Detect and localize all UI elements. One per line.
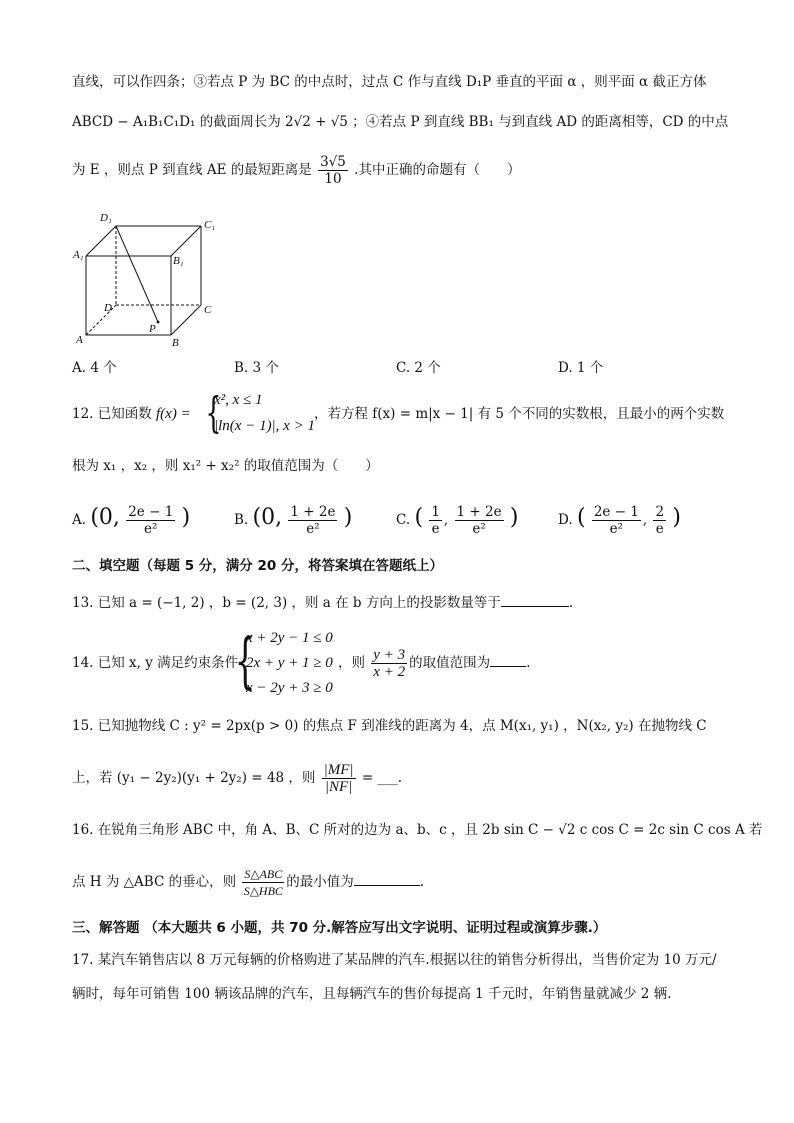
q12-option-d-num-2: 2	[655, 504, 665, 520]
q12-option-a-frac	[126, 504, 175, 537]
label-a: A	[76, 334, 83, 346]
q12-option-c-den-2: e²	[472, 521, 486, 537]
q16-line-2-pre: 点 H 为 △ABC 的垂心，则	[72, 874, 237, 890]
q14-fraction-num: y + 3	[373, 647, 406, 663]
q11-fraction-den: 10	[324, 171, 342, 187]
q16-line-2: 点 H 为 △ABC 的垂心，则 $\frac{\text{S△ABC}}{\text{S△HBC}}$ 的最小值为 .	[72, 867, 425, 898]
q11-option-d: D. 1 个	[558, 360, 604, 376]
q11-line-3-post: .其中正确的命题有（ ）	[354, 162, 521, 178]
q12-option-b-right: )	[343, 505, 353, 530]
q13-answer-blank	[501, 592, 569, 607]
q12-option-d-right: )	[672, 505, 681, 530]
q13: 13. 已知 a = (−1, 2) ，b = (2, 3) ，则 a 在 b 方向上的投影数量等于 .	[72, 592, 724, 613]
q17-line-2: 辆时，每年可销售 100 辆该品牌的汽车，且每辆汽车的售价每提高 1 千元时，年销售量就减少 2 辆.	[72, 986, 672, 1002]
q14-fraction-den: x + 2	[373, 664, 406, 680]
q12-option-b-den: e²	[306, 521, 320, 537]
q12-option-d-frac-2	[653, 504, 666, 537]
q14-brace: {	[234, 626, 256, 696]
q11-line-2: ABCD − A₁B₁C₁D₁ 的截面周长为 2√2 + √5 ；④若点 P 到直线 BB₁ 与到直线 AD 的距离相等，CD 的中点	[72, 114, 729, 130]
q12-option-a-left: (0,	[90, 505, 120, 530]
q12-option-c-num-1: 1	[431, 504, 440, 520]
label-b1: B₁	[173, 255, 184, 267]
q11-line-3-pre: 为 E ，则点 P 到直线 AE 的最短距离是	[72, 162, 312, 178]
q12-option-b	[234, 500, 352, 538]
q15-fraction	[322, 762, 356, 795]
q16-answer-blank	[354, 871, 420, 886]
q14-answer-blank	[490, 652, 526, 667]
q12-option-a-num: 2e − 1	[128, 504, 174, 520]
q15-line-2-post: = ___.	[361, 770, 402, 786]
q12-option-d-den-2: e	[655, 521, 664, 537]
q16-fraction-num: S△ABC	[244, 867, 283, 881]
q14-constraint-1: x + 2y − 1 ≤ 0	[246, 630, 333, 646]
q16-fraction	[242, 866, 284, 899]
label-d1: D₁	[100, 212, 112, 224]
q12-option-c: C. ( $\frac{1}{e}$ , $\frac{1 + 2e}{\text{e²}}$ )	[396, 504, 519, 537]
q12-option-a-label: A.	[72, 512, 87, 528]
q12-option-d-num-1: 2e − 1	[593, 504, 639, 520]
label-d: D	[104, 302, 112, 314]
q12-mid: ，若方程 f(x) = m|x − 1| 有 5 个不同的实数根，且最小的两个实数	[314, 406, 725, 422]
q12-case-2: |ln(x − 1)|, x > 1	[214, 418, 315, 434]
q16-fraction-den: S△HBC	[243, 884, 283, 898]
q11-option-b: B. 3 个	[234, 360, 279, 376]
section-3-heading: 三、解答题 （本大题共 6 小题，共 70 分.解答应写出文字说明、证明过程或演算步骤.）	[72, 920, 607, 936]
label-c: C	[204, 304, 212, 316]
q15-fraction-num: |MF|	[323, 762, 354, 778]
q12-option-b-left: (0,	[252, 505, 283, 530]
q12-option-c-frac-2	[455, 504, 504, 537]
q12-option-a-right: )	[181, 505, 191, 530]
q15-line-1: 15. 已知抛物线 C : y² = 2px(p > 0) 的焦点 F 到准线的距离为 4，点 M(x₁, y₁) ，N(x₂, y₂) 在抛物线 C	[72, 718, 707, 734]
q12-option-b-frac	[288, 504, 337, 537]
q12-line-2: 根为 x₁ ，x₂ ，则 x₁² + x₂² 的取值范围为（ ）	[72, 458, 379, 474]
q14-prefix: 14. 已知 x, y 满足约束条件	[72, 655, 239, 671]
q14-constraint-3: x − 2y + 3 ≥ 0	[246, 680, 333, 696]
label-c1: C₁	[204, 219, 216, 231]
q14-fraction	[371, 647, 407, 680]
q12-option-c-frac-1	[429, 504, 442, 537]
cube-figure	[72, 208, 222, 350]
q14-constraint-2: 2x + y + 1 ≥ 0	[246, 655, 333, 671]
q15-fraction-den: |NF|	[324, 779, 353, 795]
label-b: B	[172, 337, 179, 349]
q12-option-d-frac-1	[592, 504, 641, 537]
q16-line-1: 16. 在锐角三角形 ABC 中，角 A、B、C 所对的边为 a、b、c ，且 2b sin C − √2 c cos C = 2c sin C cos A 若	[72, 822, 763, 838]
q11-fraction-num: 3√5	[320, 154, 346, 170]
section-2-heading: 二、填空题（每题 5 分，满分 20 分，将答案填在答题纸上）	[72, 558, 443, 574]
q11-option-a: A. 4 个	[72, 360, 117, 376]
q12-fx: f(x) =	[156, 406, 191, 422]
q12-option-c-label: C.	[396, 512, 411, 528]
q12-prefix: 12. 已知函数	[72, 406, 152, 422]
q12-option-d-label: D.	[558, 512, 573, 528]
q12-option-c-den-1: e	[431, 521, 440, 537]
q15-line-2-pre: 上，若 (y₁ − 2y₂)(y₁ + 2y₂) = 48 ，则	[72, 770, 316, 786]
point-p-dot	[157, 321, 160, 324]
q14-tail: ，则 $\frac{y + 3}{x + 2}$ 的取值范围为 .	[338, 647, 531, 680]
q12-option-a-den: e²	[144, 521, 158, 537]
q12-option-c-right: )	[509, 505, 519, 530]
q14-mid: ，则	[338, 655, 365, 671]
q12-option-b-label: B.	[234, 512, 249, 528]
label-p: P	[149, 323, 156, 335]
q12-option-c-left: (	[414, 505, 424, 530]
q11-line-1: 直线，可以作四条；③若点 P 为 BC 的中点时，过点 C 作与直线 D₁P 垂直的平面 α ，则平面 α 截正方体	[72, 74, 707, 90]
q12-option-d: D. ( $\frac{2e - 1}{\text{e²}}$ , $\frac{2}{e}$ )	[558, 504, 681, 537]
label-a1: A₁	[73, 249, 84, 261]
q11-option-c: C. 2 个	[396, 360, 441, 376]
q14-suffix: 的取值范围为	[409, 655, 491, 671]
q12-brace: {	[205, 388, 222, 437]
q12-option-b-num: 1 + 2e	[290, 504, 336, 520]
q15-line-2	[72, 760, 724, 796]
q17-line-1: 17. 某汽车销售店以 8 万元每辆的价格购进了某品牌的汽车.根据以往的销售分析得出，当售价定为 10 万元/	[72, 952, 717, 968]
q11-line-3	[72, 152, 724, 188]
q12-option-c-num-2: 1 + 2e	[456, 504, 502, 520]
q12-case-1: x², x ≤ 1	[214, 392, 263, 408]
q12-option-d-left: (	[576, 505, 586, 530]
q13-text: 13. 已知 a = (−1, 2) ，b = (2, 3) ，则 a 在 b 方向上的投影数量等于	[72, 595, 501, 611]
q12-option-d-den-1: e²	[609, 521, 624, 537]
q12-option-a	[72, 500, 190, 538]
q16-line-2-post: 的最小值为	[286, 874, 354, 890]
q11-fraction	[318, 154, 348, 187]
